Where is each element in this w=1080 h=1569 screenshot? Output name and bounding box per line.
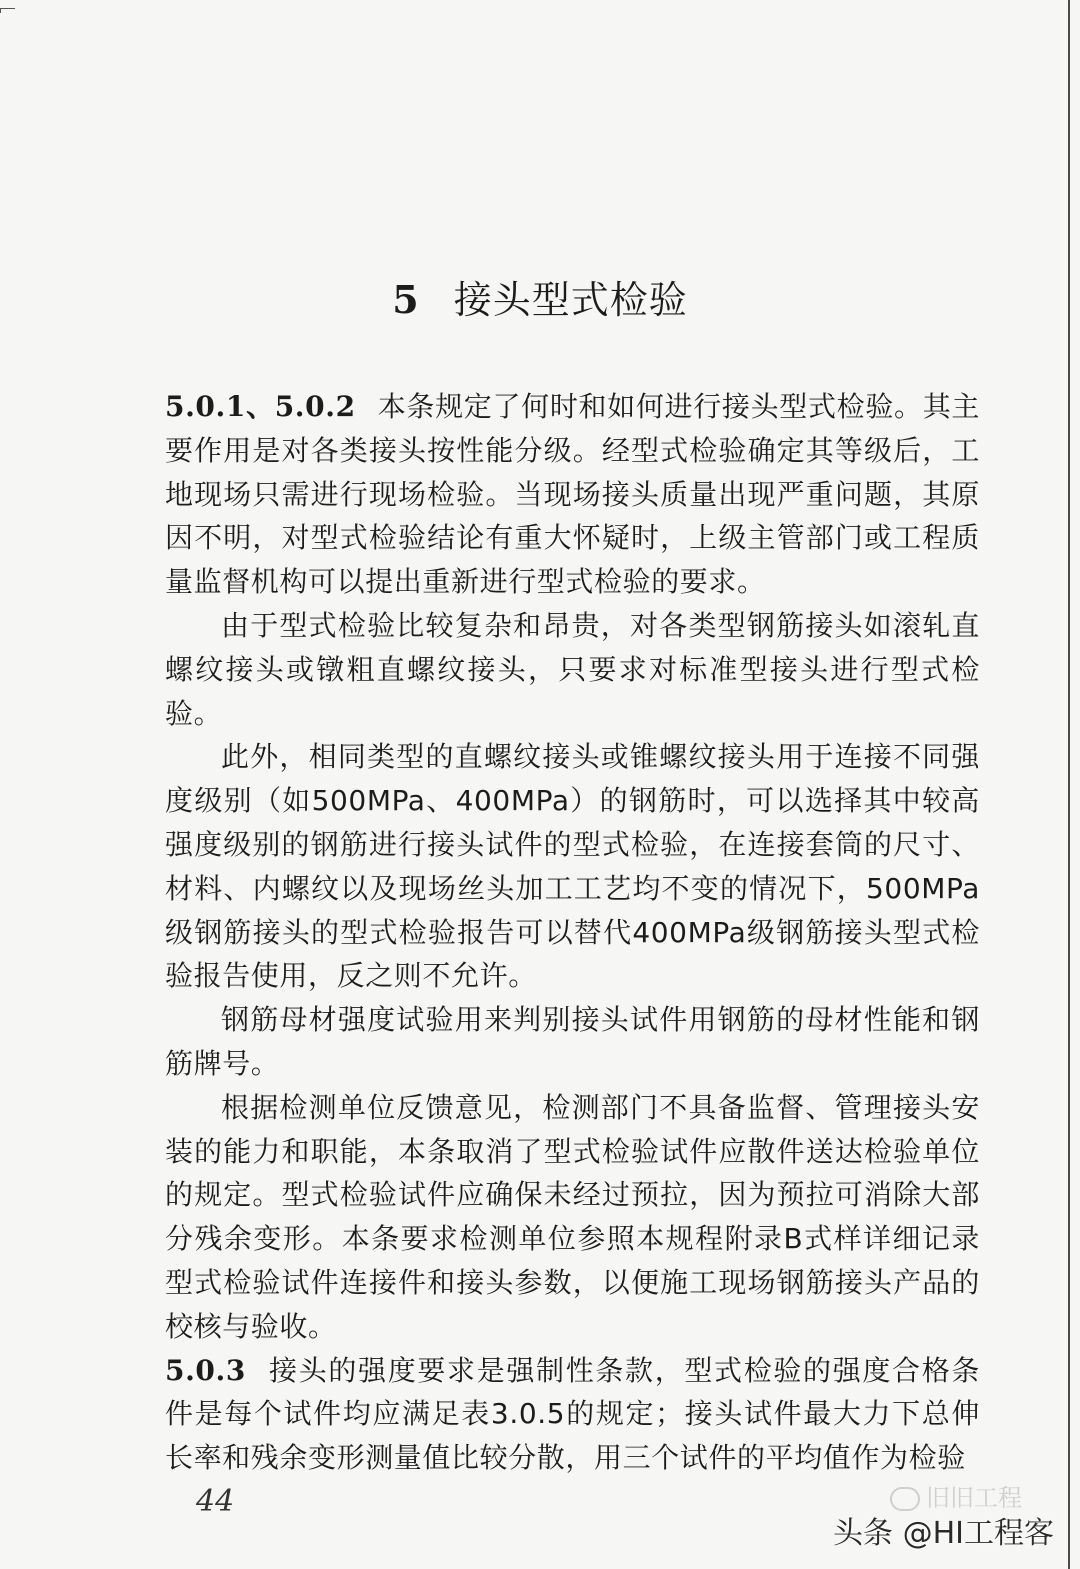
chapter-title bbox=[0, 272, 1080, 328]
chapter-number: 5 bbox=[392, 277, 420, 322]
clause-number: 5.0.1、5.0.2 bbox=[165, 390, 356, 423]
paragraph bbox=[165, 735, 980, 998]
paragraph-text: 根据检测单位反馈意见，检测部门不具备监督、管理接头安装的能力和职能，本条取消了型式检验试件应散件送达检验单位的规定。型式检验试件应确保未经过预拉，因为预拉可消除大部分残余变形。本条要求检测单位参照本规程附录B式样详细记录型式检验试件连接件和接头参数，以便施工现场钢筋接头产品的校核与验收。 bbox=[165, 1090, 980, 1343]
paragraph bbox=[165, 998, 980, 1086]
paragraph-text: 钢筋母材强度试验用来判别接头试件用钢筋的母材性能和钢筋牌号。 bbox=[165, 1003, 980, 1080]
page-number: 44 bbox=[196, 1484, 235, 1519]
paragraph-text: 接头的强度要求是强制性条款，型式检验的强度合格条件是每个试件均应满足表3.0.5的规定；接头试件最大力下总伸长率和残余变形测量值比较分散，用三个试件的平均值作为检验 bbox=[165, 1353, 980, 1475]
paragraph-text: 由于型式检验比较复杂和昂贵，对各类型钢筋接头如滚轧直螺纹接头或镦粗直螺纹接头，只要求对标准型接头进行型式检验。 bbox=[165, 608, 980, 730]
scan-corner-mark bbox=[0, 8, 15, 13]
clause-number: 5.0.3 bbox=[165, 1353, 246, 1387]
paragraph bbox=[165, 604, 980, 735]
chapter-title-text: 接头型式检验 bbox=[453, 278, 688, 322]
paragraph-text: 本条规定了何时和如何进行接头型式检验。其主要作用是对各类接头按性能分级。经型式检验确定其等级后，工地现场只需进行现场检验。当现场接头质量出现严重问题，其原因不明，对型式检验结论有重大怀疑时，上级主管部门或工程质量监督机构可以提出重新进行型式检验的要求。 bbox=[165, 390, 980, 599]
page-edge-line bbox=[1068, 0, 1070, 1569]
paragraph-text: 此外，相同类型的直螺纹接头或锥螺纹接头用于连接不同强度级别（如500MPa、400MPa）的钢筋时，可以选择其中较高强度级别的钢筋进行接头试件的型式检验，在连接套筒的尺寸、材料、内螺纹以及现场丝头加工工艺均不变的情况下，500MPa级钢筋接头的型式检验报告可以替代400MPa级钢筋接头型式检验报告使用，反之则不允许。 bbox=[165, 740, 980, 993]
faint-watermark-text: 旧旧工程 bbox=[926, 1484, 1022, 1512]
paragraph bbox=[165, 1086, 980, 1349]
paragraph-5-0-1 bbox=[165, 385, 980, 604]
paragraph-5-0-3 bbox=[165, 1349, 980, 1480]
source-watermark: 头条 @HI工程客 bbox=[833, 1516, 1054, 1551]
body-text bbox=[165, 385, 980, 1480]
